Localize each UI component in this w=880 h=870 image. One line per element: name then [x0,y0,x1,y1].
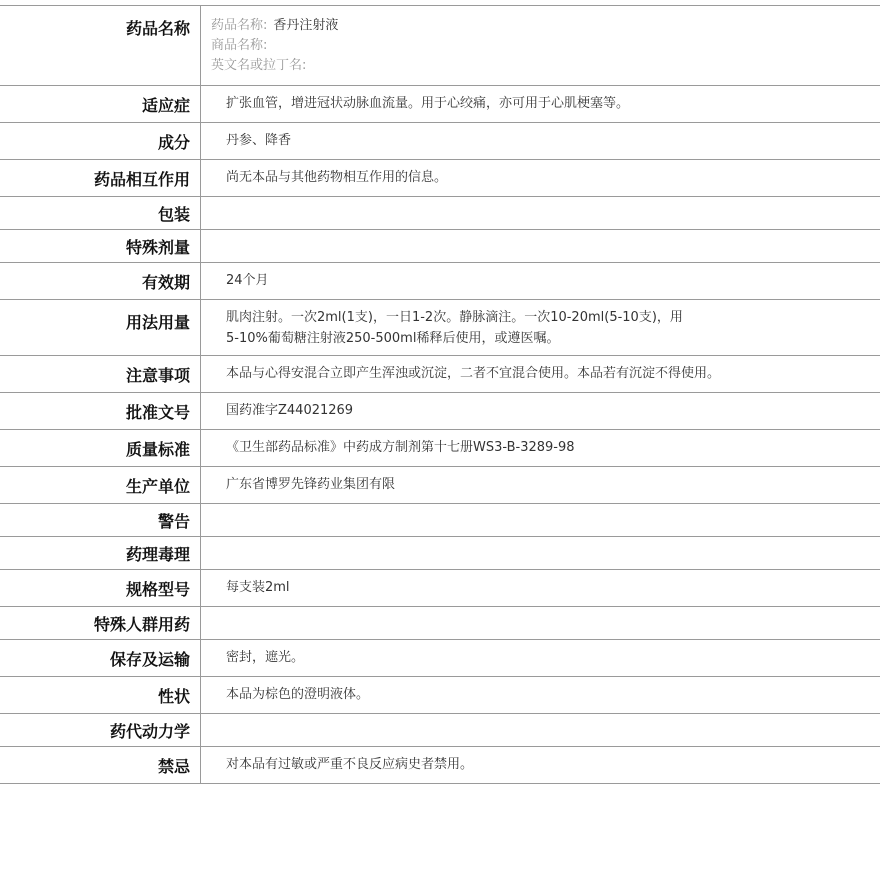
row-value: 24个月 [226,273,269,288]
row-label: 注意事项 [0,356,201,393]
table-row [0,677,880,714]
drug-info-table [0,5,880,784]
table-row [0,356,880,393]
latin-name-line [211,56,870,76]
table-row [0,86,880,123]
table-row [0,300,880,356]
row-label: 药代动力学 [0,714,201,747]
table-row [0,607,880,640]
row-value: 国药准字Z44021269 [226,403,354,418]
row-label: 用法用量 [0,300,201,356]
row-label: 药理毒理 [0,537,201,570]
row-label: 成分 [0,123,201,160]
row-value: 广东省博罗先锋药业集团有限 [226,477,396,492]
row-value: 扩张血管，增进冠状动脉血流量。用于心绞痛，亦可用于心肌梗塞等。 [226,96,630,111]
row-label: 特殊剂量 [0,230,201,263]
row-label: 性状 [0,677,201,714]
row-label: 规格型号 [0,570,201,607]
generic-name-line [211,16,870,36]
table-row [0,393,880,430]
trade-name-label: 商品名称: [211,38,268,53]
row-value [201,197,880,230]
row-value: 每支装2ml [226,580,290,595]
row-value [201,504,880,537]
row-label: 批准文号 [0,393,201,430]
generic-name-value: 香丹注射液 [273,18,339,33]
row-value [201,714,880,747]
row-value: 《卫生部药品标准》中药成方制剂第十七册WS3-B-3289-98 [226,440,575,455]
row-value: 肌肉注射。一次2ml(1支)，一日1-2次。静脉滴注。一次10-20ml(5-10支)，用5-10%葡萄糖注射液250-500ml稀释后使用，或遵医嘱。 [226,310,683,346]
table-row [0,197,880,230]
row-label: 药品相互作用 [0,160,201,197]
row-value [201,230,880,263]
table-row [0,504,880,537]
row-label: 特殊人群用药 [0,607,201,640]
table-row [0,747,880,784]
table-row [0,537,880,570]
table-row [0,570,880,607]
table-row [0,263,880,300]
latin-name-label: 英文名或拉丁名: [211,58,307,73]
drug-name-cell [201,6,880,86]
row-value [201,607,880,640]
row-value: 丹参、降香 [226,133,292,148]
table-row [0,123,880,160]
row-label: 药品名称 [0,6,201,86]
row-label: 警告 [0,504,201,537]
generic-name-label: 药品名称: [211,18,268,33]
row-label: 禁忌 [0,747,201,784]
table-row [0,467,880,504]
row-value: 对本品有过敏或严重不良反应病史者禁用。 [226,757,474,772]
row-label: 有效期 [0,263,201,300]
row-value [201,537,880,570]
table-row [0,160,880,197]
table-row [0,640,880,677]
table-row-drug-name [0,6,880,86]
table-row [0,714,880,747]
row-label: 包装 [0,197,201,230]
row-value: 密封，遮光。 [226,650,305,665]
row-label: 适应症 [0,86,201,123]
row-label: 保存及运输 [0,640,201,677]
row-label: 生产单位 [0,467,201,504]
trade-name-line [211,36,870,56]
table-row [0,230,880,263]
row-label: 质量标准 [0,430,201,467]
row-value: 本品为棕色的澄明液体。 [226,687,370,702]
table-row [0,430,880,467]
row-value: 尚无本品与其他药物相互作用的信息。 [226,170,448,185]
row-value: 本品与心得安混合立即产生浑浊或沉淀，二者不宜混合使用。本品若有沉淀不得使用。 [226,366,721,381]
